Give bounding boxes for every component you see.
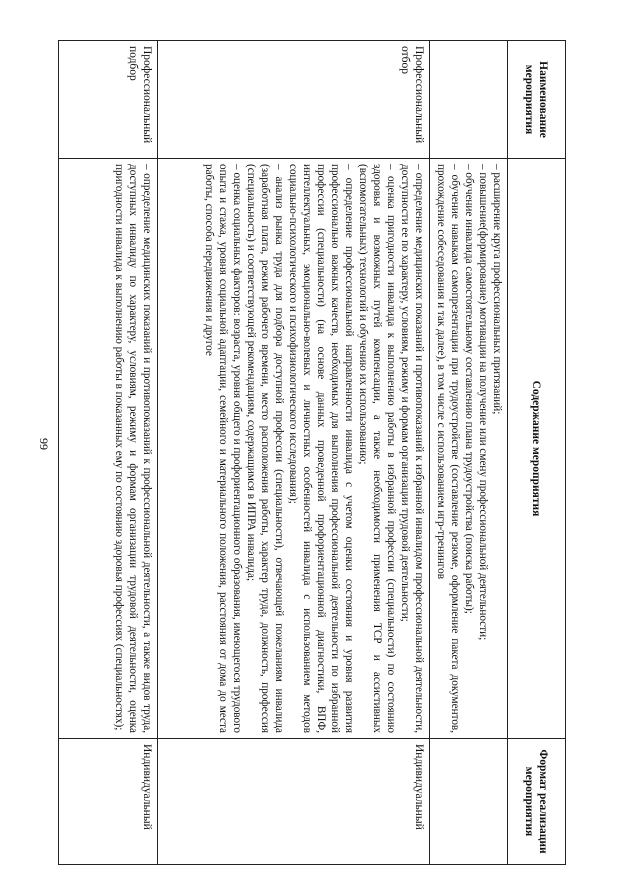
list-item: – определение профессиональной направленности инвалида с учетом оценки состояния и уровня развития профессионально важных качеств, необходимых для выполнения профессиональной деятельности по избранной профессии (специальности) (на основе данных проведенной профориентационной диагностики, ВПФ, интеллектуальных, эмоционально-волевых и личностных особенностей инвалида с использованием методов социально-психологического и психофизиологического исследования); (287, 164, 355, 733)
measures-table (58, 40, 566, 865)
table-row (430, 41, 508, 865)
row-content (158, 159, 430, 739)
header-content: Содержание мероприятия (508, 159, 566, 739)
row-format: Индивидуальный (158, 739, 430, 865)
row-name: Профессиональный подбор (59, 41, 158, 159)
row-format: Индивидуальный (59, 739, 158, 865)
page-number: 99 (37, 438, 51, 450)
rotated-page-content (58, 40, 566, 864)
row-format (430, 739, 508, 865)
list-item: – анализ рынка труда для подбора доступной профессии (специальности), отвечающей пожеланиям инвалида (заработная плата, режим рабочего времени, место расположения работы, характер труда, должность, профессия (специальность) и соответствующей рекомендациям, содержащимся в ИПРА инвалида; (245, 164, 285, 733)
list-item: – расширение круга профессиональных притязаний; (491, 164, 503, 415)
list-item: – определение медицинских показаний и противопоказаний к избранной инвалидом профессиональной деятельности, доступности ее по характеру, условиям, режиму и формам организации трудовой деятельности; (399, 164, 425, 733)
row-content (430, 159, 508, 739)
list-item: – обучение навыкам самопрезентации при трудоустройстве (составление резюме, оформление пакета документов, прохождение собеседования и так далее), в том числе с использованием игр-тренингов (435, 164, 461, 733)
header-format: Формат реализации мероприятия (508, 739, 566, 865)
list-item: – обучение инвалида самостоятельному составлению плана трудоустройства (поиска работы); (463, 164, 475, 614)
row-name (430, 41, 508, 159)
row-content (59, 159, 158, 739)
table-header-row (508, 41, 566, 865)
list-item: – повышение(формирование) мотивации на получение или смену профессиональной деятельности; (477, 164, 489, 641)
table-row (59, 41, 158, 865)
list-item: – определение медицинских показаний и противопоказаний к профессиональной деятельности, а также видов труда, доступных инвалиду по характеру, условиям, режиму и формам организации трудовой деятельности, оценка пригодности инвалида к выполнению работы в показанных ему по состоянию здоровья профессиях (специальностях); (113, 164, 153, 733)
header-name: Наименование мероприятия (508, 41, 566, 159)
row-name: Профессиональный отбор (158, 41, 430, 159)
list-item: – оценка социальных факторов: возраста, уровня общего и профориентационного образования, имеющегося трудового опыта и стажа, уровня социальной адаптации, семейного и материального положения, расстояния от дома до места работы, способа передвижения и другое (203, 164, 243, 733)
table-row (158, 41, 430, 865)
list-item: – оценка пригодности инвалида к выполнению работы в избранной профессии (специальности) по состоянию здоровья и возможных путей компенсации, а также необходимости применения ТСР и ассистивных (вспомогательных) технологий и обучению их использованию; (357, 164, 397, 733)
